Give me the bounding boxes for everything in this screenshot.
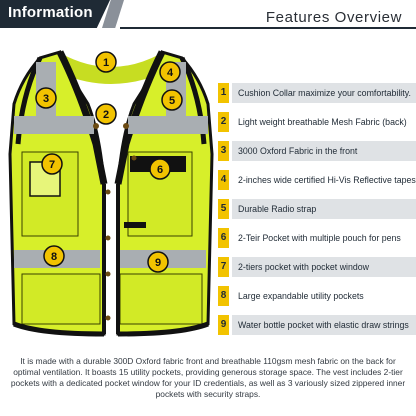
callout-number: 4 [166, 67, 174, 79]
feature-number: 3 [218, 141, 229, 161]
radio-strap [124, 222, 146, 228]
callout-2 [96, 104, 116, 124]
chest-band-right [128, 116, 208, 134]
information-title: Information [8, 4, 93, 21]
feature-number: 7 [218, 257, 229, 277]
feature-number: 2 [218, 112, 229, 132]
feature-label: Large expandable utility pockets [232, 286, 416, 306]
feature-number: 1 [218, 83, 229, 103]
callout-5 [162, 90, 182, 110]
callout-7 [42, 154, 62, 174]
callout-9 [148, 252, 168, 272]
feature-number: 6 [218, 228, 229, 248]
callout-3 [36, 88, 56, 108]
callout-number: 9 [154, 257, 162, 269]
features-overview-title: Features Overview [265, 9, 402, 26]
safety-vest-icon [0, 34, 222, 342]
features-list [218, 82, 416, 342]
feature-row-4 [218, 169, 416, 192]
feature-number: 8 [218, 286, 229, 306]
callout-6 [150, 159, 170, 179]
feature-number: 4 [218, 170, 229, 190]
lower-left-pocket [22, 274, 100, 324]
feature-row-3 [218, 140, 416, 163]
feature-row-9 [218, 314, 416, 337]
product-description: It is made with a durable 300D Oxford fabric front and breathable 110gsm mesh fabric on the back for optimal ventilation. It boasts 15 utility pockets, providing generous storage space. The vest includes 2-tier pockets with a dedicated pocket window for your ID credentials, as well as 3 variously sized zippered inner pockets with security straps. [10, 356, 406, 399]
feature-label: 2-tiers pocket with pocket window [232, 257, 416, 277]
callout-number: 8 [50, 251, 58, 263]
feature-label: Durable Radio strap [232, 199, 416, 219]
vest-illustration [0, 34, 222, 342]
feature-number: 9 [218, 315, 229, 335]
callout-8 [44, 246, 64, 266]
feature-label: 2-inches wide certified Hi-Vis Reflective tapes [232, 170, 416, 190]
feature-row-1 [218, 82, 416, 105]
feature-number: 5 [218, 199, 229, 219]
feature-label: Light weight breathable Mesh Fabric (back) [232, 112, 416, 132]
callout-number: 2 [102, 109, 110, 121]
feature-label: 2-Teir Pocket with multiple pouch for pens [232, 228, 416, 248]
callout-1 [96, 52, 116, 72]
feature-row-7 [218, 256, 416, 279]
header-band [0, 0, 416, 30]
feature-row-6 [218, 227, 416, 250]
header-divider [120, 27, 416, 29]
callout-number: 7 [48, 159, 56, 171]
feature-label: 3000 Oxford Fabric in the front [232, 141, 416, 161]
feature-row-5 [218, 198, 416, 221]
callout-4 [160, 62, 180, 82]
feature-row-8 [218, 285, 416, 308]
chest-band-left [14, 116, 94, 134]
callout-number: 3 [42, 93, 50, 105]
callout-number: 6 [156, 164, 164, 176]
feature-label: Cushion Collar maximize your comfortability. [232, 83, 416, 103]
feature-label: Water bottle pocket with elastic draw strings [232, 315, 416, 335]
callout-number: 1 [102, 57, 110, 69]
lower-right-pocket [120, 274, 202, 324]
callout-number: 5 [168, 95, 176, 107]
feature-row-2 [218, 111, 416, 134]
